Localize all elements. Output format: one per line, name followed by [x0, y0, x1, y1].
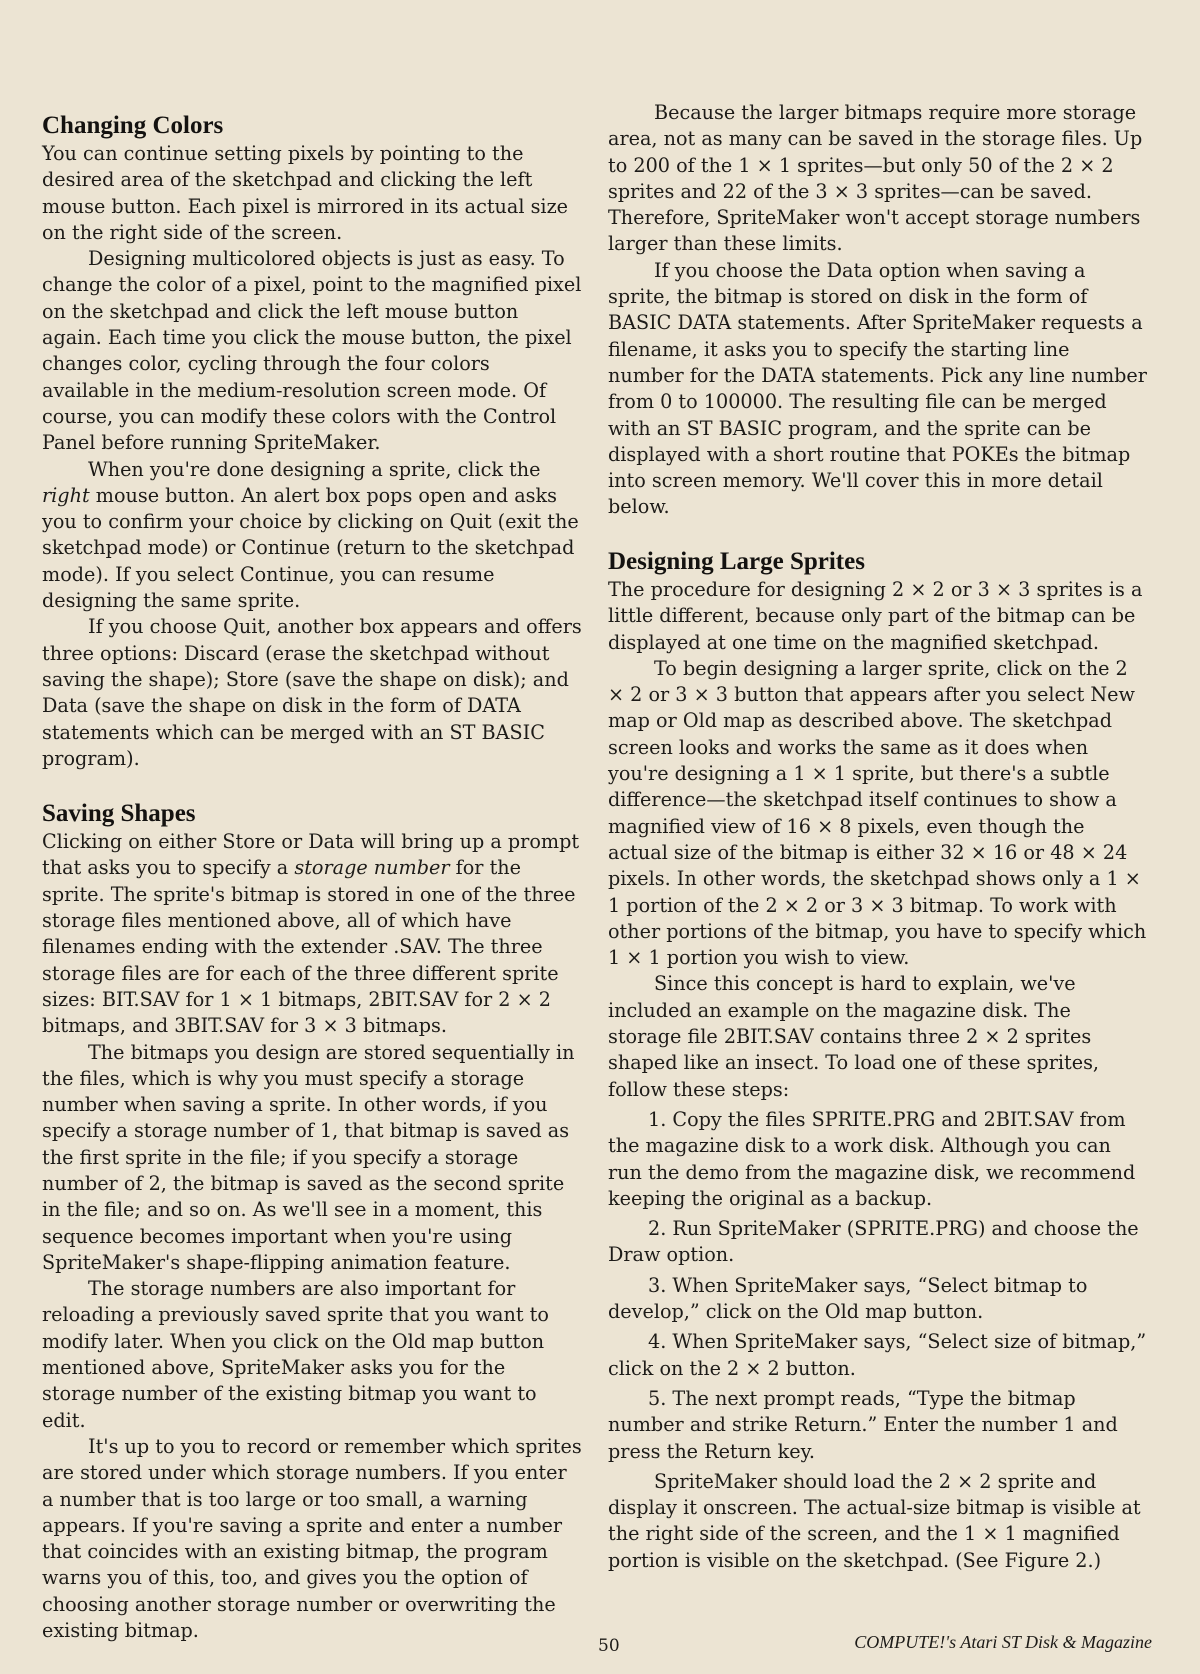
- heading-designing-large-sprites: Designing Large Sprites: [608, 548, 865, 575]
- heading-changing-colors: Changing Colors: [42, 112, 224, 139]
- text-run: When you're done designing a sprite, click the: [88, 457, 541, 481]
- page-footer: [0, 1632, 1200, 1662]
- text-run: for the sprite. The sprite's bitmap is stored in one of the three storage files mentioned above, all of which have filenames ending with the extender .SAV. The three storage files are for each of the three different sprite sizes: BIT.SAV for 1 × 1 bitmaps, 2BIT.SAV for 2 × 2 bitmaps, and 3BIT.SAV for 3 × 3 bitmaps.: [42, 856, 576, 1038]
- emphasis-right: right: [42, 483, 90, 507]
- step-1: 1. Copy the files SPRITE.PRG and 2BIT.SAV from the magazine disk to a work disk. Although you can run the demo from the magazine disk, we recommend keeping the original as a backup.: [608, 1107, 1136, 1210]
- paragraph: The bitmaps you design are stored sequentially in the files, which is why you must specify a storage number when saving a sprite. In other words, if you specify a storage number of 1, that bitmap is saved as the first sprite in the file; if you specify a storage number of 2, the bitmap is saved as the second sprite in the file; and so on. As we'll see in a moment, this sequence becomes important when you're using SpriteMaker's shape-flipping animation feature.: [42, 1040, 575, 1274]
- magazine-title: COMPUTE!'s Atari ST Disk & Magazine: [854, 1632, 1152, 1652]
- step-2: 2. Run SpriteMaker (SPRITE.PRG) and choose the Draw option.: [608, 1217, 1139, 1267]
- left-column: [42, 112, 582, 1644]
- text-run: mouse button. An alert box pops open and asks you to confirm your choice by clicking on Quit (exit the sketchpad mode) or Continue (return to the sketchpad mode). If you select Continue, you can resume designing the same sprite.: [42, 483, 579, 613]
- heading-saving-shapes: Saving Shapes: [42, 800, 196, 828]
- step-3: 3. When SpriteMaker says, “Select bitmap to develop,” click on the Old map button.: [608, 1273, 1088, 1324]
- paragraph: If you choose Quit, another box appears and offers three options: Discard (erase the sketchpad without saving the shape); Store (save the shape on disk); and Data (save the shape on disk in the form of DATA statements which can be merged with an ST BASIC program).: [42, 615, 582, 770]
- paragraph: The storage numbers are also important for reloading a previously saved sprite that you want to modify later. When you click on the Old map button mentioned above, SpriteMaker asks you for the storage number of the existing bitmap you want to edit.: [42, 1277, 549, 1432]
- paragraph: [42, 457, 582, 615]
- paragraph: [42, 829, 582, 1039]
- paragraph: The procedure for designing 2 × 2 or 3 × 3 sprites is a little different, because only part of the bitmap can be displayed at one time on the magnified sketchpad.: [608, 578, 1143, 654]
- paragraph: Designing multicolored objects is just as easy. To change the color of a pixel, point to the magnified pixel on the sketchpad and click the left mouse button again. Each time you click the mouse button, the pixel changes color, cycling through the four colors available in the medium-resolution screen mode. Of course, you can modify these colors with the Control Panel before running SpriteMaker.: [42, 247, 582, 455]
- paragraph: You can continue setting pixels by pointing to the desired area of the sketchpad and clicking the left mouse button. Each pixel is mirrored in its actual size on the right side of the screen.: [42, 142, 569, 244]
- right-column-bottom: [608, 548, 1148, 1574]
- paragraph: SpriteMaker should load the 2 × 2 sprite and display it onscreen. The actual-size bitmap is visible at the right side of the screen, and the 1 × 1 magnified portion is visible on the sketchpad. (See Figure 2.): [608, 1469, 1141, 1572]
- paragraph: If you choose the Data option when saving a sprite, the bitmap is stored on disk in the form of BASIC DATA statements. After SpriteMaker requests a filename, it asks you to specify the starting line number for the DATA statements. Pick any line number from 0 to 100000. The resulting file can be merged with an ST BASIC program, and the sprite can be displayed with a short routine that POKEs the bitmap into screen memory. We'll cover this in more detail below.: [608, 258, 1147, 519]
- paragraph: It's up to you to record or remember which sprites are stored under which storage numbers. If you enter a number that is too large or too small, a warning appears. If you're saving a sprite and enter a number that coincides with an existing bitmap, the program warns you of this, too, and gives you the option of choosing another storage number or overwriting the existing bitmap.: [42, 1434, 582, 1643]
- emphasis-storage-number: storage number: [294, 856, 450, 880]
- text-run: Clicking on either Store or Data will bring up a prompt that asks you to specify a: [42, 830, 580, 880]
- paragraph: Since this concept is hard to explain, we've included an example on the magazine disk. The storage file 2BIT.SAV contains three 2 × 2 sprites shaped like an insect. To load one of these sprites, follow these steps:: [608, 972, 1100, 1101]
- step-5: 5. The next prompt reads, “Type the bitmap number and strike Return.” Enter the number 1 and press the Return key.: [608, 1386, 1118, 1463]
- right-column-top: [608, 100, 1148, 521]
- paragraph: Because the larger bitmaps require more storage area, not as many can be saved in the storage files. Up to 200 of the 1 × 1 sprites—but only 50 of the 2 × 2 sprites and 22 of the 3 × 3 sprites—can be saved. Therefore, SpriteMaker won't accept storage numbers larger than these limits.: [608, 101, 1143, 256]
- page-number: 50: [598, 1636, 620, 1656]
- paragraph: To begin designing a larger sprite, click on the 2 × 2 or 3 × 3 button that appears after you select New map or Old map as described above. The sketchpad screen looks and works the same as it does when you're designing a 1 × 1 sprite, but there's a subtle difference—the sketchpad itself continues to show a magnified view of 16 × 8 pixels, even though the actual size of the bitmap is either 32 × 16 or 48 × 24 pixels. In other words, the sketchpad shows only a 1 × 1 portion of the 2 × 2 or 3 × 3 bitmap. To work with other portions of the bitmap, you have to specify which 1 × 1 portion you wish to view.: [608, 656, 1147, 970]
- step-4: 4. When SpriteMaker says, “Select size of bitmap,” click on the 2 × 2 button.: [608, 1330, 1147, 1380]
